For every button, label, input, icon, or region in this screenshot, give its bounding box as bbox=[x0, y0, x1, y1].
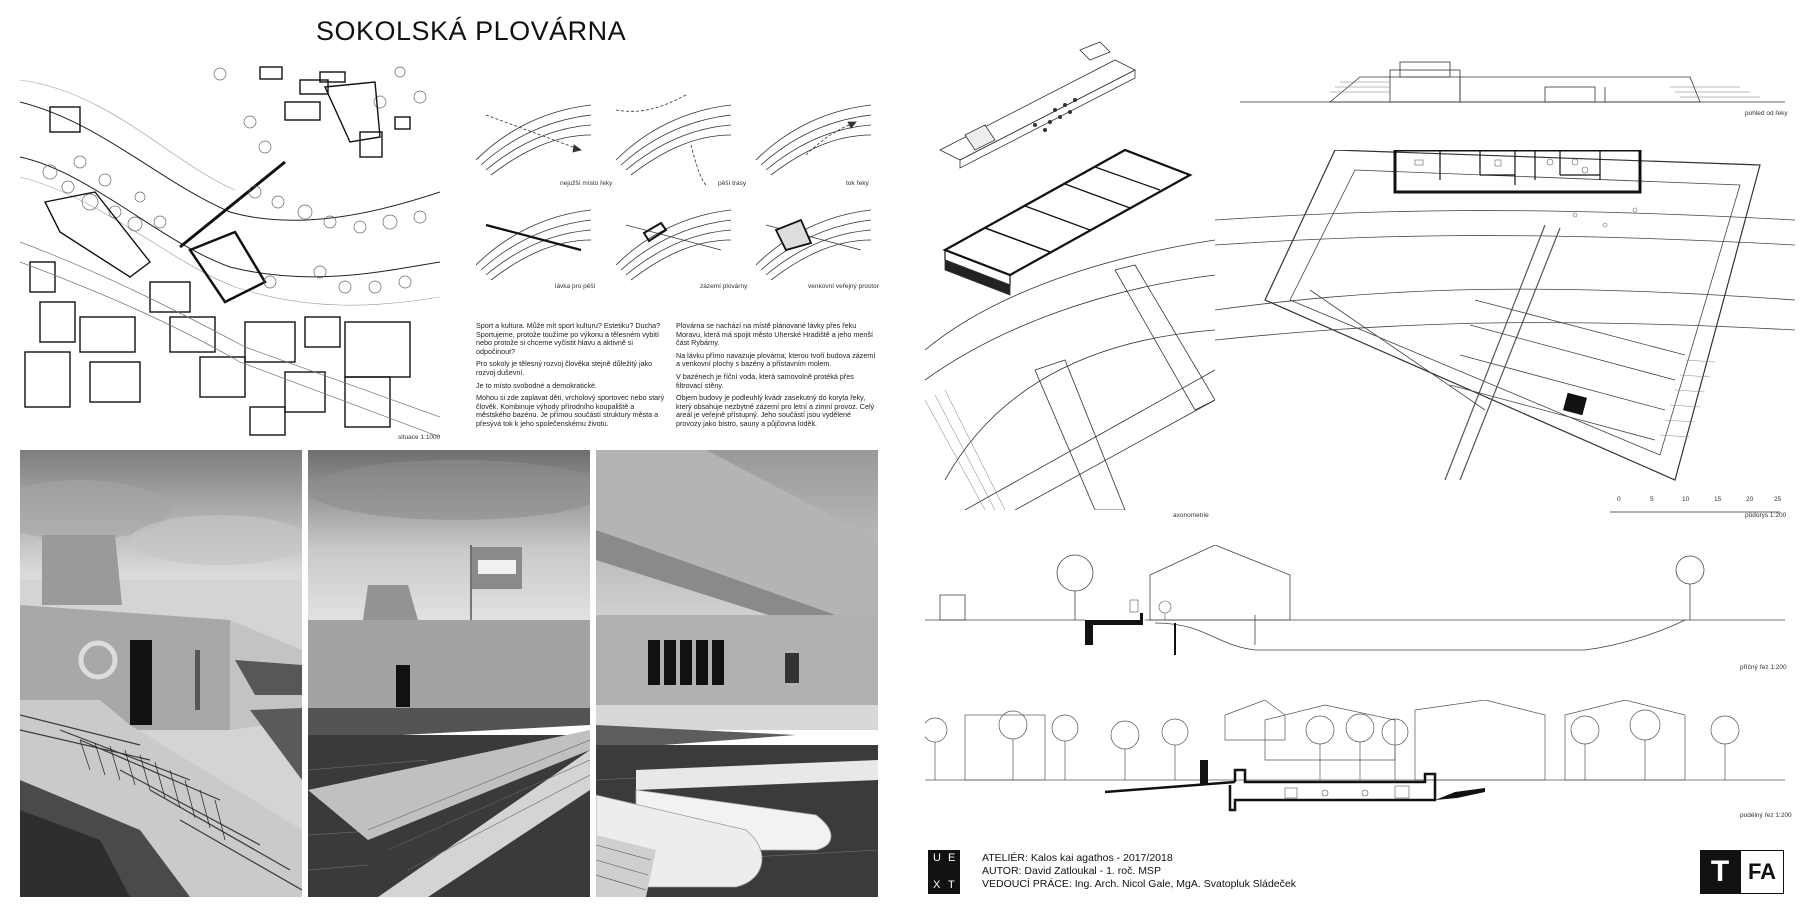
paragraph: Objem budovy je podleuhlý kvádr zasekutný do koryta řeky, který obsahuje nezbytné zázemí pro letní a zimní provoz. Celý areál je veřejně přístupný. Jeho součástí jsou vydělené provozy jako bistro, sauny a půjčovna loděk. bbox=[676, 393, 875, 428]
situation-plan bbox=[20, 62, 440, 437]
credits-supervisors: VEDOUCÍ PRÁCE: Ing. Arch. Nicol Gale, MgA. Svatopluk Sládeček bbox=[982, 878, 1296, 890]
paragraph: Pro sokoly je tělesný rozvoj člověka stejně důležitý jako rozvoj duševní. bbox=[476, 359, 653, 377]
scale-tick-5: 5 bbox=[1650, 496, 1654, 503]
credits-author: AUTOR: David Zatloukal - 1. roč. MSP bbox=[982, 865, 1161, 877]
paragraph: Plovárna se nachází na místě plánované lávky přes řeku Moravu, která má spojit město Uherské Hradiště a jeho menší část Rybárny. bbox=[676, 321, 873, 348]
page-title: SOKOLSKÁ PLOVÁRNA bbox=[316, 16, 627, 46]
uext-logo bbox=[928, 850, 960, 894]
fa-logo-fa: FA bbox=[1747, 859, 1777, 884]
paragraph: Je to místo svobodné a demokratické. bbox=[476, 380, 598, 390]
long-section-drawing bbox=[925, 700, 1785, 820]
fa-logo-t: T bbox=[1710, 855, 1730, 888]
elevation-caption: pohled od řeky bbox=[1745, 110, 1788, 117]
axonometry-drawing bbox=[925, 40, 1215, 510]
diagram-label-6: venkovní veřejný prostor bbox=[808, 283, 879, 290]
render-entrance bbox=[20, 450, 302, 897]
axonometry-caption: axonometrie bbox=[1173, 512, 1209, 519]
fa-logo-fa-box bbox=[1740, 850, 1784, 894]
floor-plan-drawing bbox=[1215, 150, 1795, 500]
uext-letter-e: E bbox=[948, 852, 956, 864]
scale-tick-25: 25 bbox=[1774, 496, 1782, 503]
plan-caption: půdorys 1:200 bbox=[1745, 512, 1787, 519]
elevation-drawing bbox=[1240, 42, 1785, 107]
fa-logo bbox=[1700, 850, 1784, 894]
uext-letter-x: X bbox=[933, 879, 941, 891]
long-section-caption: podélný řez 1:200 bbox=[1740, 812, 1792, 819]
scale-tick-10: 10 bbox=[1682, 496, 1690, 503]
diagram-label-4: lávka pro pěší bbox=[555, 283, 596, 290]
paragraph: Na lávku přímo navazuje plovárna, kterou tvoří budova zázemí a venkovní plochy s bazény a přístavním molem. bbox=[676, 350, 876, 369]
render-river-view bbox=[308, 450, 590, 897]
diagram-label-2: pěší trasy bbox=[718, 180, 747, 187]
cross-section-drawing bbox=[925, 545, 1785, 665]
diagram-label-3: tok řeky bbox=[846, 180, 869, 187]
paragraph: Mohou si zde zaplavat děti, vrcholový sportovec nebo starý člověk. Kombinuje výhody přírodního koupaliště a městského bazénu. Je přímou součástí struktury města a přesývá tok k jeho společenskému životu. bbox=[476, 393, 665, 428]
uext-letter-u: U bbox=[933, 852, 941, 864]
render-under-bridge bbox=[596, 450, 878, 897]
scale-tick-20: 20 bbox=[1746, 496, 1754, 503]
paragraph: V bazénech je říční voda, která samovolně protéká přes filtrovací stěny. bbox=[676, 371, 854, 390]
credits-atelier: ATELIÉR: Kalos kai agathos - 2017/2018 bbox=[982, 852, 1173, 864]
uext-letter-t: T bbox=[948, 879, 955, 891]
text-column-2 bbox=[676, 322, 876, 433]
text-column-1 bbox=[476, 322, 666, 433]
diagram-label-5: zázemí plovárny bbox=[700, 283, 748, 290]
scale-tick-0: 0 bbox=[1617, 496, 1621, 503]
situation-caption: situace 1:1000 bbox=[398, 434, 441, 441]
diagram-label-1: nejužší místo řeky bbox=[560, 180, 613, 187]
credits-block bbox=[982, 852, 1402, 891]
scale-bar bbox=[1610, 502, 1780, 508]
scale-tick-15: 15 bbox=[1714, 496, 1722, 503]
paragraph: Sport a kultura. Může mít sport kulturu? Estetiku? Ducha? Sportujeme, protože toužíme po výkonu a tělesném vybití nebo protože si chceme vyčistit hlavu a aktivně si odpočinout? bbox=[476, 321, 661, 356]
cross-section-caption: příčný řez 1:200 bbox=[1740, 664, 1787, 671]
site-diagrams bbox=[476, 90, 876, 290]
fa-logo-t-box bbox=[1700, 850, 1740, 894]
